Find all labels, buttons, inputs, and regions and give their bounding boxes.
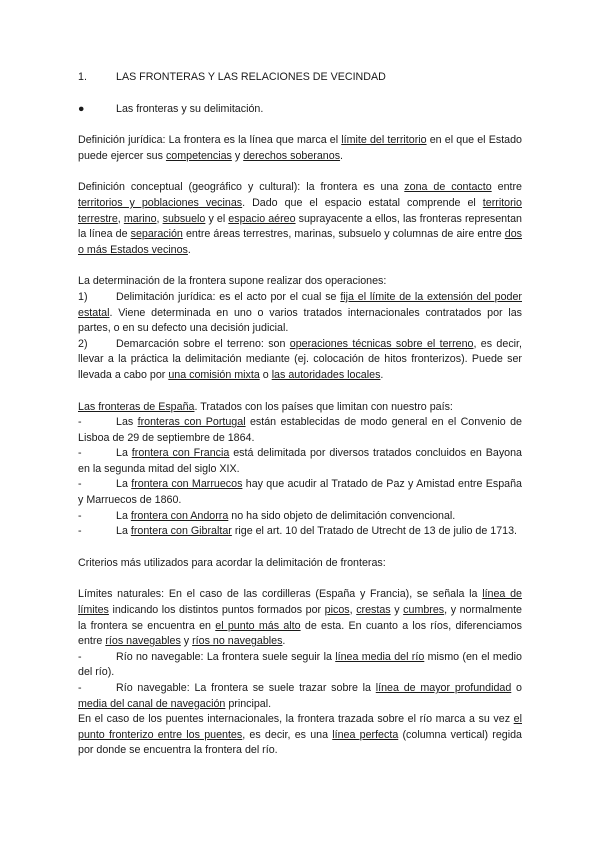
- text: mismo (en el medio del río).: [78, 650, 522, 679]
- list-item: [78, 650, 522, 681]
- text: La determinación de la frontera supone realizar dos operaciones:: [78, 275, 387, 288]
- subheading: [78, 102, 522, 118]
- paragraph-definicion-conceptual: [78, 180, 522, 258]
- list-item: [78, 446, 522, 477]
- list-item: [78, 477, 522, 508]
- underlined-term: dos o más Estados vecinos: [78, 228, 522, 256]
- underlined-term: fija el límite de la extensión del poder estatal: [78, 290, 522, 319]
- subheading-text: Las fronteras y su delimitación.: [116, 102, 264, 115]
- list-item: [78, 524, 522, 540]
- underlined-term: frontera con Francia: [131, 447, 230, 460]
- section-heading: [78, 70, 522, 86]
- underlined-term: fronteras con Portugal: [137, 416, 246, 429]
- underlined-term: frontera con Gibraltar: [130, 525, 232, 538]
- underlined-term: línea de mayor profundidad: [375, 682, 512, 694]
- text: .: [340, 149, 344, 162]
- underlined-term: picos: [324, 604, 350, 617]
- underlined-term: territorios y poblaciones vecinas: [78, 196, 243, 209]
- text-block: [78, 712, 522, 759]
- underlined-term: Las fronteras de España: [78, 400, 195, 413]
- text: rige el art. 10 del Tratado de Utrecht de 13 de julio de 1713.: [231, 525, 518, 538]
- paragraph-limites-naturales: [78, 587, 522, 759]
- text: en el que el Estado puede ejercer sus: [78, 134, 522, 162]
- text: . Dado que el espacio estatal comprende el: [242, 196, 483, 209]
- underlined-term: separación: [130, 228, 183, 241]
- underlined-term: frontera con Andorra: [130, 509, 229, 522]
- text: Definición conceptual (geográfico y cultural): la frontera es una: [78, 181, 405, 194]
- text: , es decir, llevar a la práctica la delimitación mediante (ej. colocación de hitos fronterizos). Puede ser llevada a cabo por: [78, 337, 522, 381]
- dash: -: [78, 682, 82, 694]
- text: principal.: [225, 697, 272, 710]
- dash: -: [78, 447, 82, 460]
- text: y: [180, 635, 193, 648]
- underlined-term: el punto fronterizo entre los puentes: [78, 713, 522, 741]
- underlined-term: frontera con Marruecos: [131, 478, 243, 491]
- underlined-term: una comisión mixta: [168, 368, 260, 381]
- underlined-term: derechos soberanos: [243, 149, 341, 162]
- text: hay que acudir al Tratado de Paz y Amistad entre España y Marruecos de 1860.: [78, 478, 522, 507]
- text: Definición jurídica: La frontera es la línea que marca el: [78, 134, 342, 147]
- dash: -: [78, 650, 82, 663]
- item-number: 2): [78, 337, 88, 350]
- underlined-term: territorio terrestre: [78, 196, 522, 225]
- underlined-term: el punto más alto: [215, 619, 301, 632]
- text: .: [380, 368, 384, 381]
- text: de esta. En cuanto a los ríos, diferenciamos entre: [78, 619, 522, 648]
- underlined-term: línea de límites: [78, 588, 522, 617]
- paragraph-determinacion: [78, 274, 522, 383]
- document-page: [78, 70, 522, 759]
- underlined-term: operaciones técnicas sobre el terreno: [289, 337, 474, 350]
- underlined-term: límite del territorio: [341, 134, 427, 147]
- text: entre áreas terrestres, marinas, subsuelo y columnas de aire entre: [182, 228, 505, 241]
- dash: -: [78, 478, 82, 491]
- underlined-term: cumbres: [403, 604, 445, 617]
- text: indicando los distintos puntos formados por: [108, 604, 325, 617]
- bullet-icon: ●: [78, 102, 85, 115]
- text: , es decir, es una: [242, 728, 333, 741]
- text: y el: [205, 212, 229, 225]
- text: La: [116, 447, 132, 460]
- underlined-term: ríos no navegables: [192, 635, 283, 648]
- underlined-term: las autoridades locales: [271, 368, 381, 381]
- text: Río navegable: La frontera se suele trazar sobre la: [116, 682, 376, 694]
- list-item: [78, 509, 522, 525]
- dash: -: [78, 509, 82, 522]
- text: entre: [491, 181, 522, 194]
- text: La: [116, 478, 132, 491]
- underlined-term: subsuelo: [162, 212, 206, 225]
- list-item: [78, 681, 522, 712]
- item-number: 1): [78, 290, 88, 303]
- text: En el caso de los puentes internacionales, la frontera trazada sobre el río marca a su vez: [78, 713, 514, 726]
- heading-number: 1.: [78, 71, 87, 83]
- list-item: [78, 337, 522, 384]
- text: (columna vertical) regida por donde se encuentra la frontera del río.: [78, 728, 522, 757]
- text: .: [187, 243, 191, 256]
- text: . Viene determinada en uno o varios tratados internacionales contratados por las partes, o en su defecto una decisión judicial.: [78, 306, 522, 335]
- dash: -: [78, 525, 82, 538]
- underlined-term: crestas: [356, 604, 391, 617]
- text: o: [511, 682, 522, 694]
- heading-text: LAS FRONTERAS Y LAS RELACIONES DE VECINDAD: [116, 71, 386, 83]
- underlined-term: media del canal de navegación: [78, 697, 226, 710]
- underlined-term: marino: [123, 212, 157, 225]
- list-item: [78, 290, 522, 337]
- text: Delimitación jurídica: es el acto por el cual se: [116, 290, 341, 303]
- text: Las: [116, 416, 138, 429]
- underlined-term: competencias: [165, 149, 232, 162]
- text: o: [259, 368, 272, 381]
- text: y: [390, 604, 404, 617]
- text: ,: [156, 212, 163, 225]
- dash: -: [78, 416, 82, 429]
- underlined-term: zona de contacto: [404, 181, 492, 194]
- text: , y normalmente la frontera se encuentra en: [78, 604, 522, 632]
- text: y: [231, 149, 244, 162]
- text: está delimitada por diversos tratados concluidos en Bayona en la segunda mitad del siglo XIX.: [78, 447, 523, 475]
- text: .: [282, 635, 286, 648]
- paragraph-criterios: Criterios más utilizados para acordar la delimitación de fronteras:: [78, 556, 386, 569]
- paragraph-fronteras-espana: [78, 400, 522, 540]
- text: ,: [349, 604, 357, 617]
- text: suprayacente a ellos, las fronteras representan la línea de: [78, 212, 522, 241]
- underlined-term: espacio aéreo: [228, 212, 296, 225]
- text: ,: [117, 212, 124, 225]
- text: . Tratados con los países que limitan con nuestro país:: [194, 400, 453, 413]
- list-item: [78, 415, 522, 446]
- underlined-term: línea perfecta: [332, 728, 399, 741]
- text: Límites naturales: En el caso de las cordilleras (España y Francia), se señala la: [78, 588, 483, 601]
- underlined-term: línea media del río: [335, 650, 425, 663]
- text: están establecidas de modo general en el Convenio de Lisboa de 29 de septiembre de 1864.: [78, 416, 523, 444]
- text: La: [116, 509, 131, 522]
- text: Demarcación sobre el terreno: son: [116, 337, 290, 350]
- text: Río no navegable: La frontera suele seguir la: [116, 650, 336, 663]
- text: no ha sido objeto de delimitación convencional.: [228, 509, 456, 522]
- underlined-term: ríos navegables: [105, 635, 181, 648]
- paragraph-definicion-juridica: [78, 133, 522, 164]
- text: La: [116, 525, 131, 538]
